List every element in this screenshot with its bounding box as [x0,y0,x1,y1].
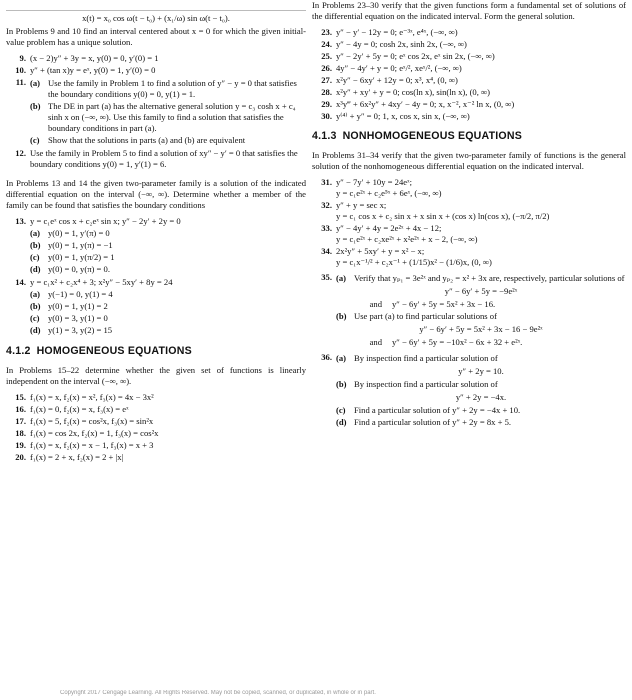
section-number: 4.1.2 [6,345,31,357]
problem-number: 34. [321,245,332,256]
problem-text: y = c₁x² + c₂x⁴ + 3; x²y″ − 5xy′ + 8y = 24 [30,277,173,287]
part-text: y(0) = 1, y′(π) = 0 [48,228,110,238]
problem-text: y″ + (tan x)y = eˣ, y(0) = 1, y′(0) = 0 [30,65,156,75]
problem-12 [6,148,306,170]
problem-text: y″ − 4y = 0; cosh 2x, sinh 2x, (−∞, ∞) [336,39,467,49]
problem-13 [6,216,306,276]
copyright-footer: Copyright 2017 Cengage Learning. All Rights Reserved. May not be copied, scanned, or duplicated, in whole or in part. [60,690,376,696]
section-heading-4-1-3 [312,130,626,144]
section-number: 4.1.3 [312,130,337,142]
problem-15 [6,392,306,403]
part-label: (a) [30,228,41,238]
problem-31 [312,177,626,199]
problem-number: 25. [321,51,332,61]
problem-number: 16. [15,403,26,414]
part-label: (b) [336,310,347,321]
problem-number: 12. [15,148,26,158]
equation: y″ − 6y′ + 5y = 5x² + 3x − 16. [392,298,496,309]
intro-9-10: In Problems 9 and 10 find an interval centered about x = 0 for which the given initial-value problem has a unique solution. [6,26,306,47]
part-text: y(0) = 0, y(π) = 0. [48,264,111,274]
problem-text: f₁(x) = x, f₂(x) = x², f₃(x) = 4x − 3x² [30,391,154,402]
equation: y″ + 2y = −4x. [455,391,507,402]
part-text: y(−1) = 0, y(1) = 4 [48,289,113,299]
part-text: y(1) = 3, y(2) = 15 [48,325,113,335]
intro-23-30: In Problems 23–30 verify that the given functions form a fundamental set of solutions of the differential equation on the indicated interval. Form the general solution. [312,0,626,21]
top-equation: x(t) = x₀ cos ω(t − t₀) + (x₁/ω) sin ω(t − t₀). [82,13,230,23]
part-label: (d) [30,325,41,335]
part-label: (a) [336,352,347,363]
problem-32 [312,200,626,222]
part-label: (a) [336,272,347,283]
problem-number: 26. [321,63,332,73]
problem-text: f₁(x) = x, f₂(x) = x − 1, f₃(x) = x + 3 [30,439,154,450]
problem-number: 23. [321,27,332,37]
part-text: y(0) = 1, y(1) = 2 [48,301,108,311]
problem-equation: y″ − 7y′ + 10y = 24eˣ; [336,176,412,187]
problem-equation: 2x²y″ + 5xy′ + y = x² − x; [336,245,425,256]
part-label: (c) [30,135,40,145]
problem-number: 9. [19,53,26,63]
problem-28 [312,87,626,98]
problem-family: y = c₁x⁻¹/² + c₂x⁻¹ + (1/15)x² − (1/6)x, (0, ∞) [336,256,492,267]
problem-number: 27. [321,75,332,85]
problem-family: y = c₁e²ˣ + c₂e⁵ˣ + 6eˣ, (−∞, ∞) [336,187,442,198]
equation: y″ − 6y′ + 5y = −10x² − 6x + 32 + e²ˣ. [392,336,523,347]
part-label: (b) [30,101,41,111]
part-label: (d) [336,416,347,427]
problem-number: 24. [321,39,332,49]
problem-25 [312,51,626,62]
problem-family: y = c₁ cos x + c₂ sin x + x sin x + (cos x) ln(cos x), (−π/2, π/2) [336,210,550,221]
problem-number: 10. [15,65,26,75]
problem-equation: y″ − 4y′ + 4y = 2e²ˣ + 4x − 12; [336,222,442,233]
problem-11 [6,77,306,147]
part-label: (c) [30,313,40,323]
problem-text: 4y″ − 4y′ + y = 0; eˣ/², xeˣ/², (−∞, ∞) [336,63,462,73]
problem-number: 28. [321,87,332,97]
part-label: (a) [30,289,41,299]
problem-number: 31. [321,176,332,187]
part-text: By inspection find a particular solution of [354,378,498,389]
part-label: (d) [30,264,41,274]
problem-number: 14. [15,277,26,287]
problem-24 [312,39,626,50]
problem-number: 20. [15,451,26,462]
part-text: The DE in part (a) has the alternative general solution y = c₃ cosh x + c₄ sinh x on (−∞, ∞). Use this family to find a solution that satisfies the boundary conditions in part (a). [48,101,296,133]
problem-14 [6,277,306,337]
problem-9 [6,53,306,64]
and-word: and [369,336,382,347]
problem-text: f₁(x) = 2 + x, f₂(x) = 2 + |x| [30,451,124,462]
problem-17 [6,416,306,427]
problem-text: y″ − 2y′ + 5y = 0; eˣ cos 2x, eˣ sin 2x, (−∞, ∞) [336,51,495,61]
intro-31-34: In Problems 31–34 verify that the given two-parameter family of functions is the general solution of the nonhomogeneous differential equation on the indicated interval. [312,149,626,171]
part-label: (c) [30,252,40,262]
part-text: Verify that yₚ₁ = 3e²ˣ and yₚ₂ = x² + 3x are, respectively, particular solutions of [354,272,625,283]
problem-30 [312,111,626,122]
problem-29 [312,99,626,110]
problem-number: 32. [321,199,332,210]
problem-number: 29. [321,99,332,109]
problem-35 [312,272,626,348]
problem-family: y = c₁e²ˣ + c₂xe²ˣ + x²e²ˣ + x − 2, (−∞, ∞) [336,233,478,244]
part-label: (b) [336,378,347,389]
problem-number: 36. [321,351,332,362]
equation: y″ − 6y′ + 5y = −9e²ˣ [444,285,518,296]
problem-23 [312,27,626,38]
part-text: Use the family in Problem 1 to find a solution of y″ − y = 0 that satisfies the boundary conditions y(0) = 0, y(1) = 1. [48,78,297,99]
problem-text: x²y″ + xy′ + y = 0; cos(ln x), sin(ln x), (0, ∞) [336,87,491,97]
problem-27 [312,75,626,86]
problem-number: 35. [321,271,332,282]
part-text: Find a particular solution of y″ + 2y = 8x + 5. [354,416,512,427]
equation: y″ + 2y = 10. [458,365,504,376]
part-label: (b) [30,301,41,311]
part-text: Find a particular solution of y″ + 2y = −4x + 10. [354,404,521,415]
intro-15-22: In Problems 15–22 determine whether the given set of functions is linearly independent on the interval (−∞, ∞). [6,364,306,386]
problem-text: f₁(x) = cos 2x, f₂(x) = 1, f₃(x) = cos²x [30,427,159,438]
problem-34 [312,246,626,268]
problem-text: x³y‴ + 6x²y″ + 4xy′ − 4y = 0; x, x⁻², x⁻² ln x, (0, ∞) [336,99,515,109]
part-text: y(0) = 1, y(π) = −1 [48,240,113,250]
section-title: NONHOMOGENEOUS EQUATIONS [342,130,522,142]
section-heading-4-1-2 [6,345,306,359]
part-label: (a) [30,78,41,88]
problem-26 [312,63,626,74]
part-text: Use part (a) to find particular solutions of [354,310,497,321]
problem-number: 13. [15,216,26,226]
section-title: HOMOGENEOUS EQUATIONS [36,345,192,357]
part-label: (b) [30,240,41,250]
problem-number: 18. [15,427,26,438]
problem-number: 15. [15,391,26,402]
equation: y″ − 6y′ + 5y = 5x² + 3x − 16 − 9e²ˣ [419,323,543,334]
problem-33 [312,223,626,245]
part-label: (c) [336,404,346,415]
part-text: Show that the solutions in parts (a) and (b) are equivalent [48,135,246,145]
problem-text: y⁽⁴⁾ + y″ = 0; 1, x, cos x, sin x, (−∞, ∞) [336,111,470,121]
part-text: y(0) = 3, y(1) = 0 [48,313,108,323]
problem-number: 17. [15,415,26,426]
problem-18 [6,428,306,439]
problem-text: f₁(x) = 5, f₂(x) = cos²x, f₃(x) = sin²x [30,415,154,426]
left-column [6,0,306,464]
part-text: By inspection find a particular solution of [354,352,498,363]
problem-19 [6,440,306,451]
top-cropped-line [6,0,306,11]
problem-10 [6,65,306,76]
problem-text: y = c₁eˣ cos x + c₂eˣ sin x; y″ − 2y′ + 2y = 0 [30,216,181,226]
problem-number: 30. [321,111,332,121]
problem-20 [6,452,306,463]
problem-number: 33. [321,222,332,233]
right-column [312,0,626,430]
problem-number: 19. [15,439,26,450]
problem-text: Use the family in Problem 5 to find a solution of xy″ − y′ = 0 that satisfies the boundary conditions y(0) = 1, y′(1) = 6. [30,148,298,169]
problem-number: 11. [15,77,26,87]
and-word: and [369,298,382,309]
intro-13-14: In Problems 13 and 14 the given two-parameter family is a solution of the indicated differential equation on the interval (−∞, ∞). Determine whether a member of the family can be found that satisfies the boundary conditions [6,178,306,210]
problem-text: f₁(x) = 0, f₂(x) = x, f₃(x) = eˣ [30,403,129,414]
problem-text: x²y″ − 6xy′ + 12y = 0; x³, x⁴, (0, ∞) [336,75,458,85]
part-text: y(0) = 1, y(π/2) = 1 [48,252,115,262]
problem-16 [6,404,306,415]
problem-36 [312,352,626,429]
problem-text: (x − 2)y″ + 3y = x, y(0) = 0, y′(0) = 1 [30,53,159,63]
problem-equation: y″ + y = sec x; [336,199,387,210]
problem-text: y″ − y′ − 12y = 0; e⁻³ˣ, e⁴ˣ, (−∞, ∞) [336,27,458,37]
